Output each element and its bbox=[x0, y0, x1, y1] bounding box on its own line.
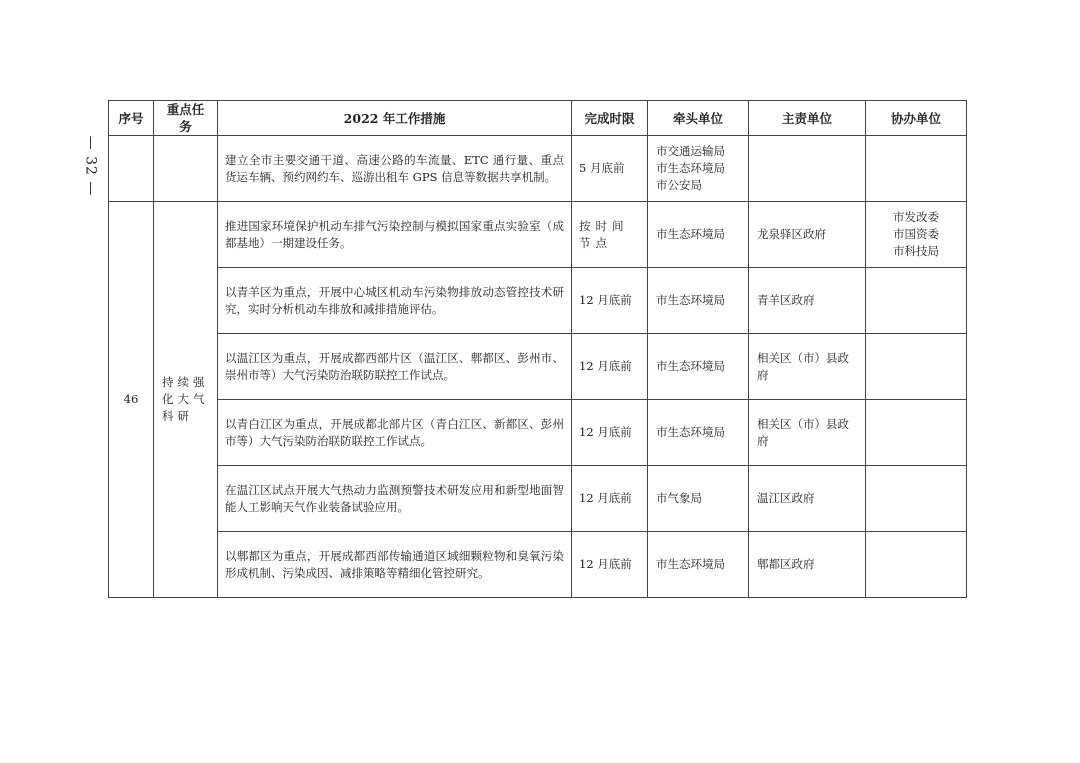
responsible-cell bbox=[749, 136, 866, 202]
group-task-cell: 持续强化大气科研 bbox=[154, 202, 218, 598]
responsible-cell: 相关区（市）县政府 bbox=[749, 400, 866, 466]
measure-cell: 推进国家环境保护机动车排气污染控制与模拟国家重点实验室（成都基地）一期建设任务。 bbox=[218, 202, 572, 268]
header-deadline: 完成时限 bbox=[572, 101, 648, 136]
header-assist: 协办单位 bbox=[866, 101, 967, 136]
table-row bbox=[109, 202, 967, 268]
assist-unit: 市国资委 bbox=[893, 227, 939, 241]
table-row bbox=[109, 532, 967, 598]
deadline-cell: 12 月底前 bbox=[572, 532, 648, 598]
deadline-cell: 5 月底前 bbox=[572, 136, 648, 202]
header-no: 序号 bbox=[109, 101, 154, 136]
assist-cell bbox=[866, 202, 967, 268]
lead-cell: 市生态环境局 bbox=[648, 202, 749, 268]
row-task-cell bbox=[154, 136, 218, 202]
responsible-cell: 温江区政府 bbox=[749, 466, 866, 532]
assist-cell bbox=[866, 334, 967, 400]
lead-cell: 市生态环境局 bbox=[648, 532, 749, 598]
responsible-cell: 青羊区政府 bbox=[749, 268, 866, 334]
deadline-cell: 12 月底前 bbox=[572, 268, 648, 334]
measure-cell: 以温江区为重点，开展成都西部片区（温江区、郫都区、彭州市、崇州市等）大气污染防治联防联控工作试点。 bbox=[218, 334, 572, 400]
assist-cell bbox=[866, 268, 967, 334]
lead-unit: 市交通运输局 bbox=[656, 144, 725, 158]
lead-unit: 市公安局 bbox=[656, 178, 702, 192]
row-no-cell bbox=[109, 136, 154, 202]
assist-cell bbox=[866, 136, 967, 202]
assist-cell bbox=[866, 466, 967, 532]
deadline-cell: 按时间节点 bbox=[572, 202, 648, 268]
measure-cell: 建立全市主要交通干道、高速公路的车流量、ETC 通行量、重点货运车辆、预约网约车、巡游出租车 GPS 信息等数据共享机制。 bbox=[218, 136, 572, 202]
measures-table bbox=[108, 100, 967, 598]
assist-unit: 市科技局 bbox=[893, 244, 939, 258]
header-row bbox=[109, 101, 967, 136]
assist-unit: 市发改委 bbox=[893, 210, 939, 224]
measure-cell: 以青白江区为重点，开展成都北部片区（青白江区、新都区、彭州市等）大气污染防治联防联控工作试点。 bbox=[218, 400, 572, 466]
group-no-cell: 46 bbox=[109, 202, 154, 598]
lead-cell: 市生态环境局 bbox=[648, 334, 749, 400]
page-number: — 32 — bbox=[82, 135, 98, 197]
lead-unit: 市生态环境局 bbox=[656, 161, 725, 175]
responsible-cell: 龙泉驿区政府 bbox=[749, 202, 866, 268]
measure-cell: 以青羊区为重点，开展中心城区机动车污染物排放动态管控技术研究，实时分析机动车排放和减排措施评估。 bbox=[218, 268, 572, 334]
header-responsible: 主责单位 bbox=[749, 101, 866, 136]
lead-cell: 市气象局 bbox=[648, 466, 749, 532]
lead-cell: 市生态环境局 bbox=[648, 268, 749, 334]
header-measures: 2022 年工作措施 bbox=[218, 101, 572, 136]
responsible-cell: 相关区（市）县政府 bbox=[749, 334, 866, 400]
table-row bbox=[109, 466, 967, 532]
assist-cell bbox=[866, 400, 967, 466]
deadline-cell: 12 月底前 bbox=[572, 400, 648, 466]
lead-cell: 市生态环境局 bbox=[648, 400, 749, 466]
table-row bbox=[109, 334, 967, 400]
measure-cell: 在温江区试点开展大气热动力监测预警技术研发应用和新型地面智能人工影响天气作业装备试验应用。 bbox=[218, 466, 572, 532]
table-row bbox=[109, 268, 967, 334]
deadline-cell: 12 月底前 bbox=[572, 466, 648, 532]
table-row bbox=[109, 136, 967, 202]
responsible-cell: 郫都区政府 bbox=[749, 532, 866, 598]
measure-cell: 以郫都区为重点，开展成都西部传输通道区域细颗粒物和臭氧污染形成机制、污染成因、减排策略等精细化管控研究。 bbox=[218, 532, 572, 598]
header-lead: 牵头单位 bbox=[648, 101, 749, 136]
lead-cell bbox=[648, 136, 749, 202]
deadline-cell: 12 月底前 bbox=[572, 334, 648, 400]
header-task: 重点任务 bbox=[154, 101, 218, 136]
assist-cell bbox=[866, 532, 967, 598]
table-row bbox=[109, 400, 967, 466]
